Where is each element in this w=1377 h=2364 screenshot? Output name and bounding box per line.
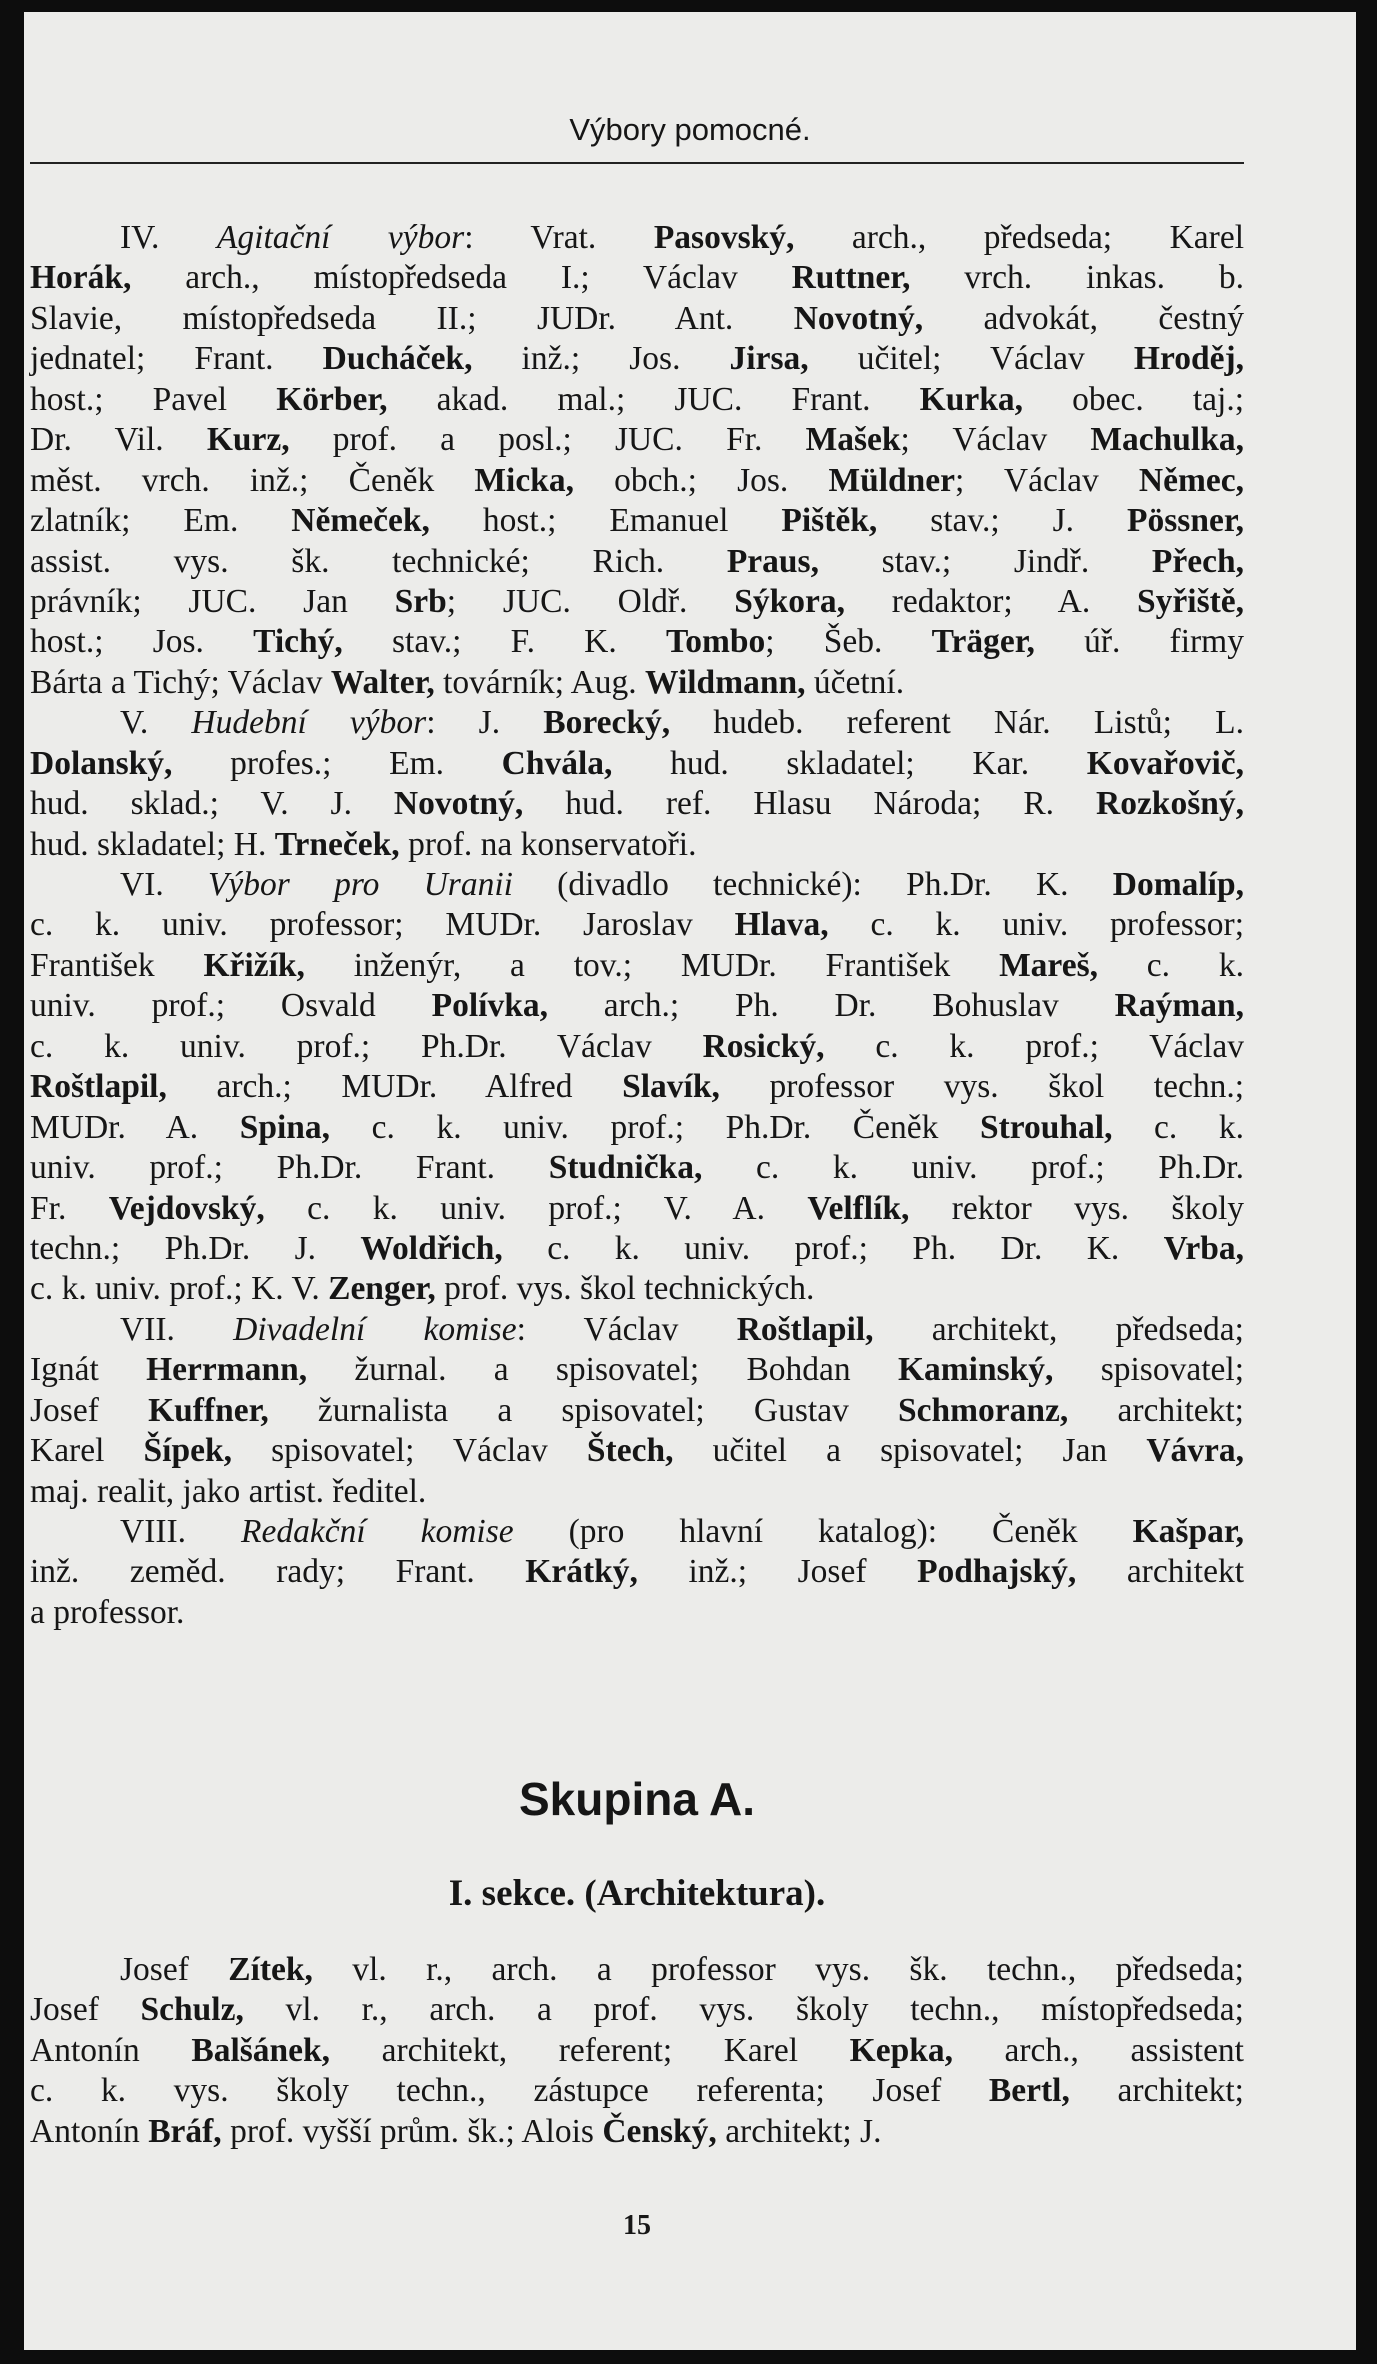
paragraph [30,865,1244,1310]
page-header: Výbory pomocné. [569,112,811,147]
text-run: architekt, předseda; [873,1310,1244,1348]
text-line [30,1148,1244,1188]
text-run: (pro hlavní katalog): Čeněk [513,1513,1133,1550]
text-run: úř. firmy [1034,623,1244,661]
text-run: : J. [426,704,544,742]
text-run: obch.; Jos. [573,461,829,499]
person-name: Tombo [665,623,766,661]
person-name: Čenský, [602,2112,717,2150]
text-run: MUDr. A. [30,1108,240,1146]
person-name: Srb [394,582,447,620]
text-line [30,420,1244,460]
text-run: žurnalista a spisovatel; Gustav [268,1391,899,1429]
text-run: techn.; Ph.Dr. J. [30,1229,361,1267]
text-run: účetní. [805,663,905,701]
text-line [30,1431,1244,1471]
text-run: hudeb. referent Nár. Listů; L. [670,704,1244,742]
text-line [30,2031,1244,2071]
text-line [30,1593,1244,1633]
person-name: Schmoranz, [898,1391,1069,1429]
person-name: Velflík, [807,1189,910,1227]
text-run: žurnal. a spisovatel; Bohdan [307,1351,898,1389]
person-name: Träger, [931,623,1035,661]
person-name: Křižík, [203,946,305,984]
text-run: spisovatel; Václav [231,1432,587,1470]
person-name: Borecký, [543,704,671,742]
text-line [30,622,1244,662]
header-rule [30,162,1244,164]
text-run: c. k. univ. prof.; Ph.Dr. Čeněk [330,1108,980,1146]
text-run: redaktor; A. [844,582,1138,620]
person-name: Němec, [1138,461,1244,499]
text-run: hud. sklad.; V. J. [30,785,394,823]
text-run: c. k. univ. prof.; Ph.Dr. [702,1149,1244,1187]
section-title: Skupina A. [519,1773,755,1825]
subsection-title: I. sekce. (Architektura). [448,1873,826,1914]
person-name: Trneček, [274,825,400,863]
text-run: profes.; Em. [172,744,502,782]
text-line [30,1391,1244,1431]
person-name: Polívka, [431,987,548,1025]
person-name: Bertl, [988,2072,1070,2110]
person-name: Kaminský, [897,1351,1054,1389]
text-run: inž. zeměd. rady; Frant. [30,1553,526,1591]
person-name: Kurka, [919,380,1023,418]
paragraph [30,703,1244,865]
person-name: Podhajský, [917,1553,1077,1591]
person-name: Syřiště, [1137,582,1245,620]
person-name: Woldřich, [360,1229,503,1267]
text-run: architekt, referent; Karel [330,2031,850,2069]
text-run: c. k. [1097,946,1244,984]
person-name: Hroděj, [1133,340,1244,378]
section-members [30,1950,1244,2152]
text-run: Josef [120,1951,229,1988]
text-run: hud. ref. Hlasu Národa; R. [523,785,1096,823]
text-run: prof. vys. škol technických. [435,1270,815,1308]
text-run: c. k. vys. školy techn., zástupce referenta; Josef [30,2072,989,2110]
text-line [30,2071,1244,2111]
person-name: Mašek [805,421,901,459]
committee-name: Hudební výbor [191,704,427,742]
text-run: zlatník; Em. [30,502,292,540]
text-line [30,986,1244,1026]
person-name: Pössner, [1127,502,1244,540]
text-line [30,1350,1244,1390]
text-run: právník; JUC. Jan [30,582,395,620]
person-name: Ducháček, [322,340,473,378]
text-run: obec. taj.; [1023,380,1245,418]
text-run: c. k. [1112,1108,1244,1146]
text-run: : Vrat. [464,219,654,256]
person-name: Hlava, [734,906,829,944]
text-run: V. [120,704,192,742]
text-run: VI. [120,866,208,903]
text-run: hud. skladatel; Kar. [612,744,1087,782]
person-name: Spina, [239,1108,331,1146]
text-run: Fr. [30,1189,109,1227]
person-name: Pištěk, [781,502,878,540]
person-name: Studnička, [548,1149,703,1187]
text-line [30,865,1244,905]
person-name: Schulz, [140,1991,244,2029]
text-run: vl. r., arch. a professor vys. šk. techn., předseda; [312,1951,1244,1988]
person-name: Walter, [330,663,435,701]
text-run: c. k. univ. professor; MUDr. Jaroslav [30,906,735,944]
committee-list [30,218,1244,1633]
text-run: Antonín [30,2031,192,2069]
text-line [30,299,1244,339]
text-run: assist. vys. šk. technické; Rich. [30,542,727,580]
text-line [30,1108,1244,1148]
text-run: Antonín [30,2112,149,2150]
text-line [30,1950,1244,1990]
person-name: Němeček, [291,502,430,540]
person-name: Novotný, [393,785,524,823]
person-name: Raýman, [1114,987,1244,1025]
text-run: (divadlo technické): Ph.Dr. K. [512,866,1113,903]
person-name: Balšánek, [191,2031,331,2069]
text-run: akad. mal.; JUC. Frant. [387,380,920,418]
text-run: vl. r., arch. a prof. vys. školy techn., místopředseda; [243,1991,1244,2029]
text-run: host.; Jos. [30,623,254,661]
text-run: a professor. [30,1593,185,1631]
person-name: Chvála, [501,744,613,782]
person-name: Sýkora, [734,582,845,620]
person-name: Körber, [276,380,388,418]
person-name: Přech, [1151,542,1244,580]
text-run: hud. skladatel; H. [30,825,275,863]
text-run: měst. vrch. inž.; Čeněk [30,461,475,499]
text-run: stav.; J. [877,502,1128,540]
text-run: architekt; [1069,2072,1244,2110]
text-line [30,663,1244,703]
text-line [30,1189,1244,1229]
text-run: ; Šeb. [765,623,932,661]
person-name: Vávra, [1146,1432,1244,1470]
text-run: professor vys. škol techn.; [719,1068,1244,1106]
person-name: Zenger, [328,1270,436,1308]
text-run: c. k. prof.; Václav [824,1027,1244,1065]
text-line [30,703,1244,743]
paragraph [30,1950,1244,2152]
text-run: c. k. univ. professor; [828,906,1245,944]
text-line [30,825,1244,865]
text-run: ; Václav [955,461,1139,499]
text-line [30,542,1244,582]
text-run: stav.; F. K. [342,623,666,661]
text-run: arch.; MUDr. Alfred [166,1068,623,1106]
text-run: továrník; Aug. [434,663,646,701]
text-line [30,582,1244,622]
person-name: Slavík, [622,1068,720,1106]
text-line [30,258,1244,298]
committee-name: Redakční komise [241,1513,514,1550]
person-name: Strouhal, [979,1108,1113,1146]
text-run: Ignát [30,1351,147,1389]
text-run: učitel a spisovatel; Jan [673,1432,1147,1470]
text-run: architekt [1076,1553,1245,1591]
text-line [30,1310,1244,1350]
person-name: Ruttner, [791,259,911,297]
page-number: 15 [623,2210,651,2241]
text-run: Bárta a Tichý; Václav [30,663,331,701]
text-run: c. k. univ. prof.; K. V. [30,1270,329,1308]
person-name: Novotný, [793,299,924,337]
person-name: Bráf, [148,2112,222,2150]
text-line [30,905,1244,945]
person-name: Tichý, [253,623,343,661]
text-run: c. k. univ. prof.; V. A. [264,1189,808,1227]
person-name: Horák, [30,259,132,297]
text-run: VII. [120,1310,234,1348]
text-run: rektor vys. školy [909,1189,1244,1227]
paragraph [30,1310,1244,1512]
person-name: Domalíp, [1112,866,1244,903]
person-name: Štech, [586,1432,674,1470]
person-name: Kovařovič, [1086,744,1244,782]
text-line [30,1067,1244,1107]
text-run: host.; Emanuel [429,502,782,540]
text-line [30,380,1244,420]
text-run: IV. [120,219,217,256]
text-run: Slavie, místopředseda II.; JUDr. Ant. [30,299,794,337]
committee-name: Výbor pro Uranii [207,866,513,903]
text-run: ; Václav [900,421,1091,459]
text-run: host.; Pavel [30,380,277,418]
text-line [30,1990,1244,2030]
text-run: vrch. inkas. b. [910,259,1244,297]
person-name: Kuffner, [148,1391,269,1429]
text-run: stav.; Jindř. [818,542,1152,580]
text-run: univ. prof.; Osvald [30,987,432,1025]
text-line [30,1472,1244,1512]
document-page [24,12,1356,2350]
text-run: Karel [30,1432,144,1470]
person-name: Pasovský, [653,219,795,256]
person-name: Roštlapil, [736,1310,874,1348]
text-run: arch., předseda; Karel [794,219,1245,256]
text-line [30,1512,1244,1552]
person-name: Müldner [828,461,956,499]
person-name: Jirsa, [729,340,809,378]
person-name: Šípek, [143,1432,232,1470]
text-line [30,1229,1244,1269]
text-line [30,339,1244,379]
person-name: Kašpar, [1132,1513,1244,1550]
person-name: Praus, [726,542,819,580]
text-line [30,461,1244,501]
person-name: Krátký, [525,1553,638,1591]
person-name: Roštlapil, [30,1068,167,1106]
text-run: spisovatel; [1053,1351,1244,1389]
text-run: arch.; Ph. Dr. Bohuslav [547,987,1115,1025]
text-run: inž.; Josef [637,1553,918,1591]
text-run: architekt; [1068,1391,1244,1429]
text-run: jednatel; Frant. [30,340,323,378]
text-run: ; JUC. Oldř. [446,582,735,620]
text-line [30,1552,1244,1592]
person-name: Herrmann, [146,1351,308,1389]
text-run: inženýr, a tov.; MUDr. František [304,946,1000,984]
text-run: univ. prof.; Ph.Dr. Frant. [30,1149,549,1187]
text-run: inž.; Jos. [472,340,730,378]
person-name: Rozkošný, [1096,785,1244,823]
text-line [30,1269,1244,1309]
text-line [30,784,1244,824]
person-name: Kepka, [849,2031,953,2069]
paragraph [30,1512,1244,1633]
text-run: advokát, čestný [923,299,1244,337]
text-run: Josef [30,1391,149,1429]
committee-name: Divadelní komise [233,1310,517,1348]
text-run: prof. a posl.; JUC. Fr. [289,421,806,459]
text-run: : Václav [516,1310,737,1348]
text-line [30,946,1244,986]
text-run: učitel; Václav [808,340,1134,378]
text-line [30,744,1244,784]
text-run: maj. realit, jako artist. ředitel. [30,1472,427,1510]
person-name: Vrba, [1163,1229,1244,1267]
text-run: VIII. [120,1513,241,1550]
text-run: architekt; J. [716,2112,882,2150]
person-name: Vejdovský, [108,1189,265,1227]
text-run: c. k. univ. prof.; Ph. Dr. K. [502,1229,1164,1267]
text-run: c. k. univ. prof.; Ph.Dr. Václav [30,1027,703,1065]
person-name: Machulka, [1090,421,1244,459]
text-run: Dr. Vil. [30,421,207,459]
text-line [30,1027,1244,1067]
person-name: Zítek, [228,1951,313,1988]
text-run: František [30,946,204,984]
text-line [30,218,1244,258]
committee-name: Agitační výbor [216,219,465,256]
person-name: Mareš, [999,946,1098,984]
text-run: prof. vyšší prům. šk.; Alois [221,2112,603,2150]
text-run: arch., místopředseda I.; Václav [131,259,792,297]
person-name: Wildmann, [645,663,806,701]
text-line [30,2112,1244,2152]
person-name: Micka, [474,461,574,499]
text-run: prof. na konservatoři. [399,825,697,863]
person-name: Kurz, [206,421,290,459]
text-run: arch., assistent [952,2031,1244,2069]
person-name: Rosický, [702,1027,825,1065]
text-line [30,501,1244,541]
paragraph [30,218,1244,703]
text-run: Josef [30,1991,141,2029]
person-name: Dolanský, [30,744,173,782]
